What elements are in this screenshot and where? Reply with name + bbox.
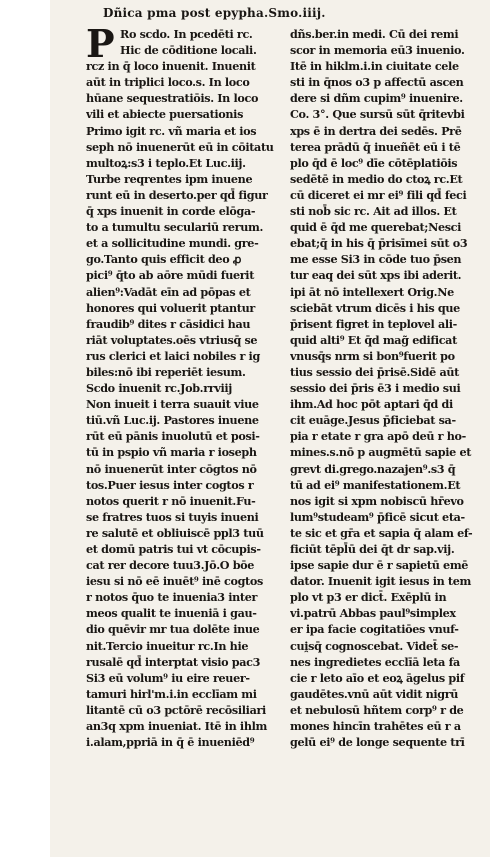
text-line: Primo igit rc. vñ maria et ios bbox=[86, 123, 257, 138]
text-line: me esse Si3 in cōde tuo p̄sen bbox=[290, 252, 462, 267]
text-line: scor in memoria eū3 inuenio. bbox=[290, 43, 465, 58]
text-line: lum⁹studeam⁹ p̄ficē sicut eta- bbox=[290, 509, 465, 524]
text-line: vili et abiecte puersationis bbox=[86, 107, 244, 122]
text-line: tur eaq dei sūt xps ibi aderit. bbox=[290, 268, 462, 283]
text-line: riāt voluptates.oēs vtriusq̄ se bbox=[86, 332, 258, 347]
text-line: r notos q̄uo te inuenia3 inter bbox=[86, 590, 258, 605]
text-line: q̄ xps inuenit in corde elōga- bbox=[86, 204, 256, 219]
text-line: et domū patris tui vt cōcupis- bbox=[86, 542, 261, 556]
text-line: alien⁹:Vadāt eīn ad pōpas et bbox=[86, 284, 251, 299]
text-line: terea prādū q̄ inueñēt eū i tē bbox=[290, 139, 461, 154]
text-line: ihm.Ad hoc pōt aptari q̄d di bbox=[290, 397, 453, 412]
text-line: rcz in q̄ loco inuenit. Inuenit bbox=[86, 59, 256, 74]
text-line: Hic de cōditione locali. bbox=[120, 43, 257, 58]
running-header: Dñica pma post epypha.Smo.iiij. bbox=[103, 6, 326, 20]
text-line: rusalē qd̄ interptat visio pac3 bbox=[86, 654, 261, 669]
text-line: et a sollicitudine mundi. gre- bbox=[86, 236, 259, 251]
text-line: grevt di.grego.nazajen⁹.s3 q̄ bbox=[290, 461, 456, 476]
text-line: nos igit si xpm nobiscū hr̄evo bbox=[290, 493, 464, 508]
text-line: quid alti⁹ Et q̄d mag̃ edificat bbox=[290, 332, 457, 347]
text-line: an3q xpm inueniat. Itē in ihlm bbox=[86, 719, 267, 734]
text-line: notos querit r nō inuenit.Fu- bbox=[86, 493, 256, 508]
text-line: Ro scdo. In pcedēti rc. bbox=[120, 27, 253, 41]
text-line: fraudib⁹ dites r cāsidici hau bbox=[86, 316, 251, 331]
text-line: gelū ei⁹ de longe sequente trī bbox=[290, 735, 465, 750]
text-line: dio quēvir mr tua dolēte inue bbox=[86, 622, 260, 637]
text-line: i.alam,ppriā in q̄ ē inueniēd⁹ bbox=[86, 735, 255, 750]
text-line: xps ē in dertra dei sedēs. Prē bbox=[290, 123, 462, 138]
text-line: ipi āt nō intellexert Orig.Ne bbox=[290, 284, 454, 299]
text-line: vnusq̄s nrm si bon⁹fuerit po bbox=[290, 348, 455, 363]
text-line: cat rer decore tuu3.Jō.O bōe bbox=[86, 558, 255, 573]
text-line: sessio dei p̄ris ē3 i medio sui bbox=[290, 381, 461, 396]
text-line: mines.s.nō p augmētū sapie et bbox=[290, 445, 472, 460]
text-line: p̄risent figret in teplovel ali- bbox=[290, 316, 457, 331]
text-line: hūane sequestratiōis. In loco bbox=[86, 91, 259, 106]
text-line: Co. 3°. Que sursū sūt q̄ritevbi bbox=[290, 107, 465, 122]
text-line: mones hincīn trahētes eū r a bbox=[290, 719, 461, 734]
text-line: multoꝝ:s3 i teplo.Et Luc.iij. bbox=[86, 155, 246, 170]
text-line: tos.Puer iesus inter cogtos r bbox=[86, 477, 254, 492]
text-line: ipse sapie dur ē r sapietū emē bbox=[290, 558, 469, 573]
text-line: re salutē et obliuiscē ppl3 tuū bbox=[86, 525, 264, 540]
text-line: er ipa facie cogitatiōes vnuf- bbox=[290, 622, 459, 637]
text-line: gaudētes.vnū aūt vidit nigrū bbox=[290, 686, 459, 701]
text-line: iesu si nō eē inuēt⁹ inē cogtos bbox=[86, 574, 263, 589]
text-line: plo vt p3 er dict̄. Exēplū in bbox=[290, 590, 447, 605]
text-line: dator. Inuenit igit iesus in tem bbox=[290, 574, 472, 589]
right-column bbox=[290, 26, 486, 750]
text-line: meos qualit te inueniā i gau- bbox=[86, 606, 257, 621]
text-line: Turbe reqrentes ipm inuene bbox=[86, 171, 253, 186]
text-line: nō inuenerūt inter cōgtos nō bbox=[86, 461, 257, 476]
decorated-initial: P bbox=[86, 27, 115, 60]
text-line: quid ē q̄d me querebat;Nesci bbox=[290, 220, 462, 235]
text-line: vi.patrū Abbas paul⁹simplex bbox=[290, 606, 456, 621]
text-line: Itē in hiklm.i.in ciuitate cele bbox=[290, 59, 459, 74]
text-line: nit.Tercio inueitur rc.In hie bbox=[86, 638, 249, 653]
text-line: tū ad ei⁹ manifestationem.Et bbox=[290, 477, 461, 492]
text-line: plo q̄d ē loc⁹ dīe cōtēplatiōis bbox=[290, 155, 458, 170]
text-line: go.Tanto quis efficit deo ꝓ bbox=[86, 252, 242, 267]
text-line: Scdo inuenit rc.Job.rrviij bbox=[86, 381, 232, 396]
text-line: sciebāt vtrum dicēs i his que bbox=[290, 300, 460, 315]
text-line: cit euāge.Jesus p̄ficiebat sa- bbox=[290, 413, 456, 428]
text-line: to a tumultu seculariū rerum. bbox=[86, 220, 264, 235]
text-line: runt eū in deserto.per qd̄ figur bbox=[86, 187, 268, 202]
text-line: pia r etate r gra apō deū r ho- bbox=[290, 429, 466, 444]
text-line: tius sessio dei p̄risē.Sidē aūt bbox=[290, 364, 459, 379]
text-line: dere si dñm cupim⁹ inuenire. bbox=[290, 91, 463, 106]
text-line: cui̯sq̄ cognoscebat. Videt̄ se- bbox=[290, 638, 459, 653]
text-line: sti in q̄nos o3 p affectū ascen bbox=[290, 75, 464, 90]
text-line: tamuri hirl'm.i.in ecclīam mi bbox=[86, 686, 257, 701]
text-line: ficiūt tēpl̄ū dei q̄t dr sap.vij. bbox=[290, 542, 455, 556]
text-line: sedētē in medio do ctoꝝ rc.Et bbox=[290, 171, 463, 186]
text-line: te sic et gr̄a et sapia q̄ alam ef- bbox=[290, 525, 473, 540]
text-line: pici⁹ q̄to ab aōre mūdi fuerit bbox=[86, 268, 255, 283]
text-line: honores qui voluerit ptantur bbox=[86, 300, 255, 315]
text-line: se fratres tuos si tuyis inueni bbox=[86, 509, 259, 524]
text-line: litantē cū o3 pctōrē recōsiliari bbox=[86, 702, 266, 717]
text-line: cie r leto aīo et eoꝝ āgelus pif bbox=[290, 670, 465, 685]
text-line: cū diceret ei mr ei⁹ fili qd̄ feci bbox=[290, 187, 467, 202]
text-line: Non inueit i terra suauit viue bbox=[86, 397, 259, 412]
text-line: tiū.vñ Luc.ij. Pastores inuene bbox=[86, 413, 259, 428]
text-line: rūt eū pānis inuolutū et posi- bbox=[86, 429, 260, 444]
text-line: dñs.ber.in medi. Cū dei remi bbox=[290, 27, 459, 41]
text-line: rus clerici et laici nobiles r ig bbox=[86, 348, 260, 363]
left-column bbox=[86, 26, 282, 750]
text-line: et nebulosū hñtem corp⁹ r de bbox=[290, 702, 464, 717]
text-line: aūt in triplici loco.s. In loco bbox=[86, 75, 250, 90]
text-line: seph nō inuenerūt eū in cōitatu bbox=[86, 139, 274, 154]
text-line: ebat;q̄ in his q̄ p̄risīmei sūt o3 bbox=[290, 236, 468, 251]
text-line: nes ingredietes ecclīā leta fa bbox=[290, 654, 460, 669]
text-line: sti nob̄ sic rc. Ait ad illos. Et bbox=[290, 204, 457, 219]
text-line: tū in pspio vñ maria r ioseph bbox=[86, 445, 257, 460]
text-line: biles:nō ibi reperiēt iesum. bbox=[86, 364, 246, 379]
text-line: Si3 eū volum⁹ iu eire reuer- bbox=[86, 670, 250, 685]
